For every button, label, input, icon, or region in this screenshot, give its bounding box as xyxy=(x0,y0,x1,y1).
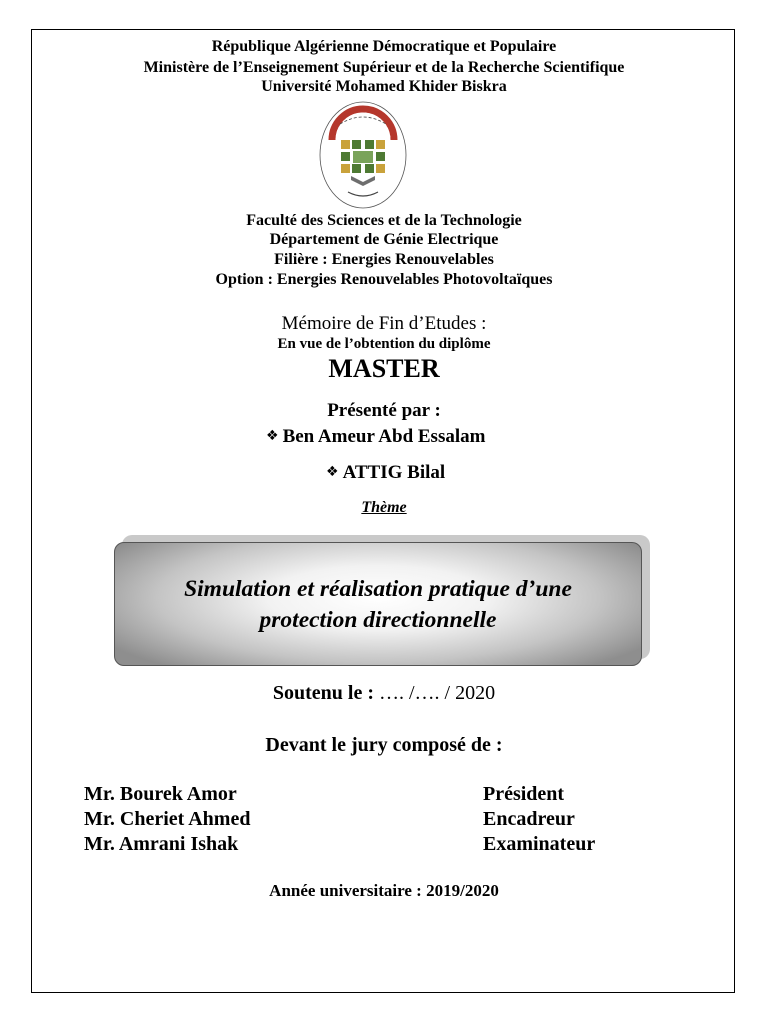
jury-member-name: Mr. Bourek Amor xyxy=(84,783,237,805)
student-item xyxy=(326,462,445,484)
memoire-heading: Mémoire de Fin d’Etudes : xyxy=(281,313,487,334)
header-university: Université Mohamed Khider Biskra xyxy=(261,78,507,95)
filiere: Filière : Energies Renouvelables xyxy=(274,251,494,268)
jury-member-role: Président xyxy=(483,783,565,805)
jury-member-name: Mr. Amrani Ishak xyxy=(84,833,239,855)
jury-member-name: Mr. Cheriet Ahmed xyxy=(84,808,251,830)
theme-title xyxy=(114,574,642,636)
jury-member-role: Examinateur xyxy=(483,833,596,855)
option: Option : Energies Renouvelables Photovoltaïques xyxy=(215,271,553,288)
student-name: ATTIG Bilal xyxy=(342,462,446,483)
header-republic: République Algérienne Démocratique et Populaire xyxy=(211,38,557,55)
theme-title-line: protection directionnelle xyxy=(259,607,497,633)
defense-date-label: Soutenu le : xyxy=(272,682,374,704)
diploma-purpose: En vue de l’obtention du diplôme xyxy=(277,336,491,352)
department-name: Département de Génie Electrique xyxy=(269,231,499,248)
student-name: Ben Ameur Abd Essalam xyxy=(282,426,486,447)
diploma-title: MASTER xyxy=(328,354,440,383)
academic-year: Année universitaire : 2019/2020 xyxy=(269,881,499,900)
presented-by-label: Présenté par : xyxy=(327,400,441,421)
student-item xyxy=(266,426,485,448)
faculty-name: Faculté des Sciences et de la Technologie xyxy=(246,212,522,229)
defense-date xyxy=(0,682,768,705)
header-ministry: Ministère de l’Enseignement Supérieur et de la Recherche Scientifique xyxy=(143,59,625,76)
jury-member-role: Encadreur xyxy=(483,808,575,830)
defense-date-value: …. /…. / 2020 xyxy=(374,682,496,704)
theme-label: Thème xyxy=(361,499,407,516)
diamond-bullet-icon: ❖ xyxy=(326,464,339,480)
diamond-bullet-icon: ❖ xyxy=(266,428,279,444)
jury-intro: Devant le jury composé de : xyxy=(265,734,503,756)
university-seal-icon xyxy=(318,100,408,210)
theme-title-line: Simulation et réalisation pratique d’une xyxy=(184,576,572,602)
